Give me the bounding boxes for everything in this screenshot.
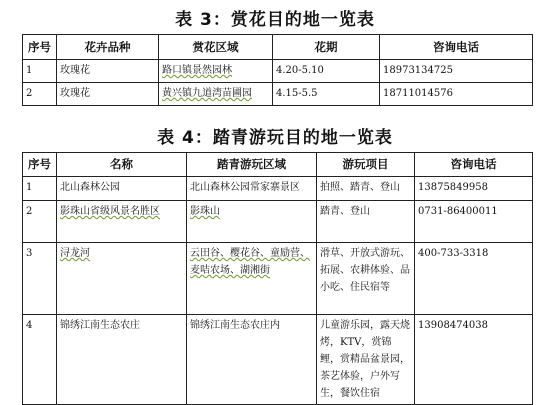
cell-index: 1 (23, 177, 57, 201)
table3-title: 表 3：赏花目的地一览表 (175, 10, 375, 30)
cell-phone: 400-733-3318 (415, 243, 533, 315)
header-cell: 游玩项目 (317, 153, 415, 177)
cell-name-text: 影珠山省级风景名胜区 (60, 206, 160, 217)
cell-index: 3 (23, 243, 57, 315)
cell-activities: 滑草、开放式游玩、拓展、农耕体验、品小吃、住民宿等 (317, 243, 415, 315)
cell-name (57, 243, 187, 315)
cell-activities: 儿童游乐园，露天烧烤，KTV，赏锦鲤，赏精品盆景园，茶艺体验，户外写生，餐饮住宿 (317, 315, 415, 405)
table-row (23, 315, 533, 405)
cell-activities: 拍照、踏青、登山 (317, 177, 415, 201)
cell-flower: 玫瑰花 (57, 60, 159, 83)
cell-area (159, 83, 273, 106)
header-cell: 序号 (23, 153, 57, 177)
cell-index: 2 (23, 201, 57, 243)
table3 (22, 34, 533, 106)
table4-header-row (23, 153, 533, 177)
cell-index: 2 (23, 83, 57, 106)
cell-area-text: 云田谷、樱花谷、童励营、麦咭农场、湖湘街 (190, 248, 310, 276)
cell-phone: 18711014576 (380, 83, 533, 106)
header-cell: 花卉品种 (57, 35, 159, 60)
cell-index: 4 (23, 315, 57, 405)
cell-area (187, 243, 317, 315)
cell-name (57, 201, 187, 243)
cell-area-text: 路口镇景然园林 (162, 65, 232, 76)
cell-phone: 0731-86400011 (415, 201, 533, 243)
cell-period: 4.20-5.10 (273, 60, 380, 83)
header-cell: 踏青游玩区域 (187, 153, 317, 177)
cell-phone: 13908474038 (415, 315, 533, 405)
table4 (22, 152, 533, 405)
cell-name: 北山森林公园 (57, 177, 187, 201)
cell-area (187, 201, 317, 243)
cell-area: 北山森林公园常家寨景区 (187, 177, 317, 201)
cell-name-text: 浔龙河 (60, 248, 90, 259)
table-row (23, 201, 533, 243)
cell-area-text: 黄兴镇九道湾苗圃园 (162, 88, 252, 99)
header-cell: 花期 (273, 35, 380, 60)
header-cell: 名称 (57, 153, 187, 177)
table4-title: 表 4：踏青游玩目的地一览表 (157, 128, 393, 148)
cell-area (159, 60, 273, 83)
cell-index: 1 (23, 60, 57, 83)
table-row (23, 243, 533, 315)
cell-area-text: 影珠山 (190, 206, 220, 217)
header-cell: 咨询电话 (415, 153, 533, 177)
cell-period: 4.15-5.5 (273, 83, 380, 106)
table-row (23, 83, 533, 106)
header-cell: 序号 (23, 35, 57, 60)
header-cell: 赏花区域 (159, 35, 273, 60)
cell-area: 锦绣江南生态农庄内 (187, 315, 317, 405)
cell-phone: 18973134725 (380, 60, 533, 83)
cell-phone: 13875849958 (415, 177, 533, 201)
table3-header-row (23, 35, 533, 60)
cell-flower: 玫瑰花 (57, 83, 159, 106)
header-cell: 咨询电话 (380, 35, 533, 60)
table-row (23, 177, 533, 201)
cell-activities: 踏青、登山 (317, 201, 415, 243)
cell-name: 锦绣江南生态农庄 (57, 315, 187, 405)
table-row (23, 60, 533, 83)
